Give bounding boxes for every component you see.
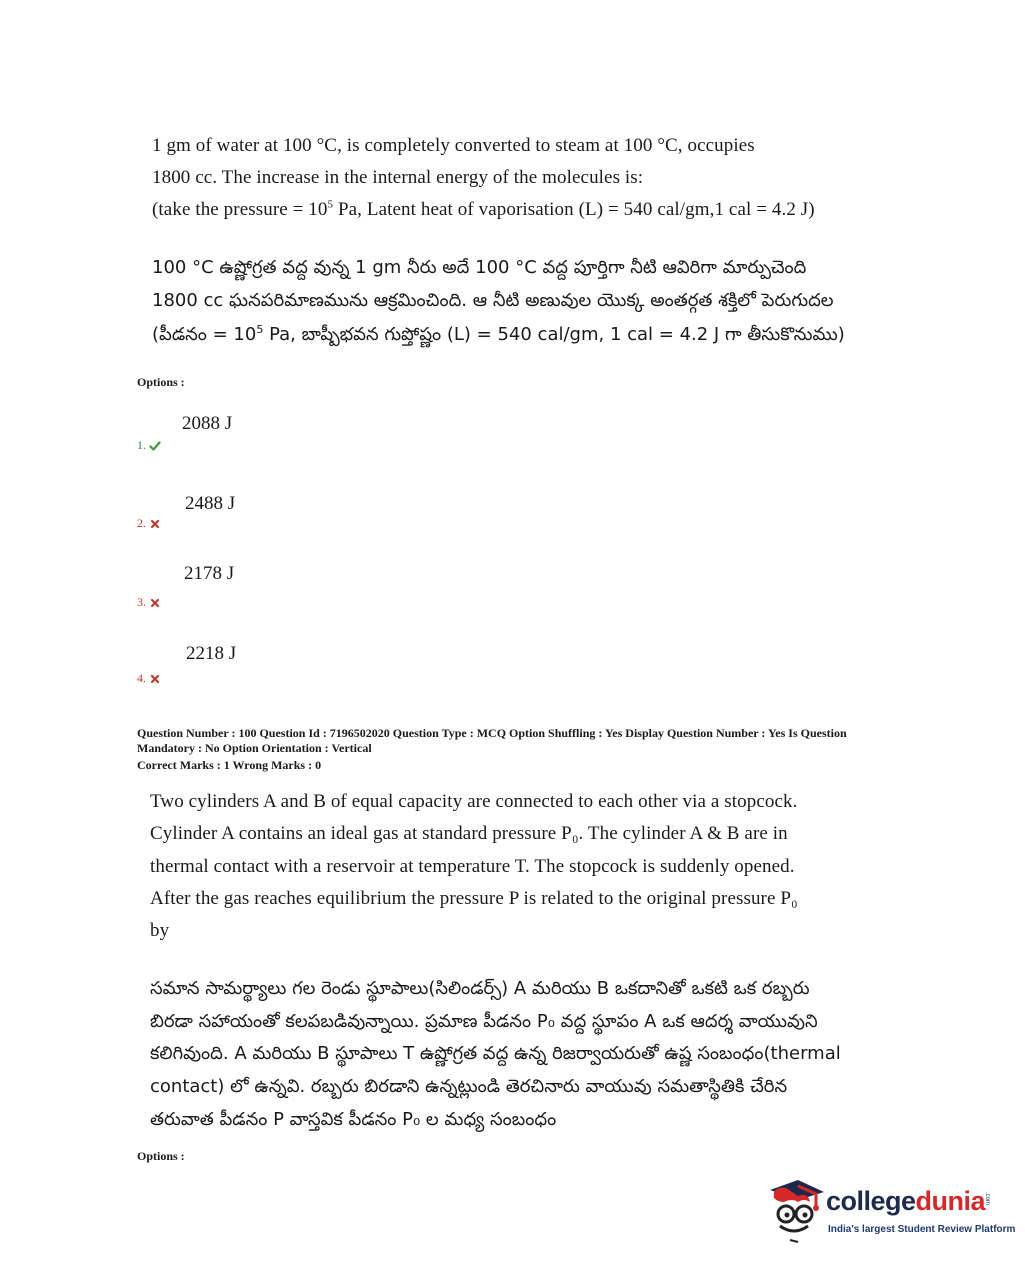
option-index: 2. <box>137 516 146 530</box>
option-index: 3. <box>137 595 146 609</box>
question-text-en-line: After the gas reaches equilibrium the pressure P is related to the original pressure P₀ <box>150 888 798 909</box>
question-marks: Correct Marks : 1 Wrong Marks : 0 <box>137 758 322 772</box>
question-text-en-line: 1 gm of water at 100 °C, is completely converted to steam at 100 °C, occupies <box>152 135 755 156</box>
option-value[interactable]: 2488 J <box>185 493 236 514</box>
logo-text-part: dunia <box>915 1186 986 1216</box>
options-label: Options : <box>137 1149 185 1163</box>
question-meta: Question Number : 100 Question Id : 7196502020 Question Type : MCQ Option Shuffling : Yes Display Question Number : Yes Is Question <box>137 726 847 740</box>
text-segment: Pa, బాష్పీభవన గుప్తోష్ణం (L) = 540 cal/gm, 1 cal = 4.2 J గా తీసుకొనుము) <box>263 324 845 345</box>
question-text-te-line <box>152 324 845 349</box>
question-text-en-line: by <box>150 920 170 941</box>
option-number <box>137 438 161 453</box>
question-text-en-line: Two cylinders A and B of equal capacity are connected to each other via a stopcock. <box>150 791 798 812</box>
logo-wordmark <box>826 1186 985 1217</box>
question-text-te-line: 1800 cc ఘనపరిమాణమును ఆక్రమించింది. ఆ నీటి అణువుల యొక్క అంతర్గత శక్తిలో పెరుగుదల <box>152 290 834 311</box>
option-index: 4. <box>137 671 146 685</box>
logo-tagline: India's largest Student Review Platform <box>828 1224 1016 1235</box>
options-label: Options : <box>137 375 185 389</box>
text-segment: Pa, Latent heat of vaporisation (L) = 540 cal/gm,1 cal = 4.2 J) <box>333 199 815 220</box>
option-number <box>137 671 161 686</box>
question-text-en-line: thermal contact with a reservoir at temperature T. The stopcock is suddenly opened. <box>150 856 795 877</box>
question-text-en-line: Cylinder A contains an ideal gas at standard pressure P₀. The cylinder A & B are in <box>150 823 788 844</box>
collegedunia-logo[interactable] <box>764 1176 1016 1246</box>
question-text-te-line: బిరడా సహాయంతో కలపబడివున్నాయి. ప్రమాణ పీడనం P₀ వద్ద స్థూపం A ఒక ఆదర్శ వాయువుని <box>150 1011 818 1032</box>
option-value[interactable]: 2088 J <box>182 413 233 434</box>
question-text-te-line: contact) లో ఉన్నవి. రబ్బరు బిరడాని ఉన్నట్లుండి తెరచినారు వాయువు సమతాస్థితికి చేరిన <box>150 1076 788 1097</box>
cross-icon <box>149 673 161 685</box>
superscript: 5 <box>256 323 264 336</box>
option-index: 1. <box>137 438 146 452</box>
cross-icon <box>149 518 161 530</box>
option-value[interactable]: 2178 J <box>184 563 235 584</box>
question-text-te-line: తరువాత పీడనం P వాస్తవిక పీడనం P₀ ల మధ్య సంబంధం <box>150 1109 557 1130</box>
cross-icon <box>149 597 161 609</box>
question-text-en-line: 1800 cc. The increase in the internal energy of the molecules is: <box>152 167 644 188</box>
logo-domain: .com <box>984 1192 990 1206</box>
question-text-te-line: సమాన సామర్థ్యాలు గల రెండు స్థూపాలు(సిలిండర్స్) A మరియు B ఒకదానితో ఒకటి ఒక రబ్బరు <box>150 978 810 999</box>
question-text-te-line: 100 °C ఉష్ణోగ్రత వద్ద వున్న 1 gm నీరు అదే 100 °C వద్ద పూర్తిగా నీటి ఆవిరిగా మార్పుచెంది <box>152 257 807 278</box>
option-number <box>137 595 161 610</box>
question-text-en-line <box>152 199 815 221</box>
question-text-te-line: కలిగివుంది. A మరియు B స్థూపాలు T ఉష్ణోగ్రత వద్ద ఉన్న రిజర్వాయరుతో ఉష్ణ సంబంధం(thermal <box>150 1043 841 1064</box>
check-icon <box>149 440 161 452</box>
option-number <box>137 516 161 531</box>
mascot-icon <box>764 1176 826 1246</box>
question-meta: Mandatory : No Option Orientation : Vertical <box>137 741 372 755</box>
logo-text-part: college <box>826 1186 916 1216</box>
text-segment: (పీడనం = 10 <box>152 324 257 345</box>
superscript: 5 <box>327 198 334 211</box>
option-value[interactable]: 2218 J <box>186 643 237 664</box>
text-segment: (take the pressure = 10 <box>152 199 328 220</box>
